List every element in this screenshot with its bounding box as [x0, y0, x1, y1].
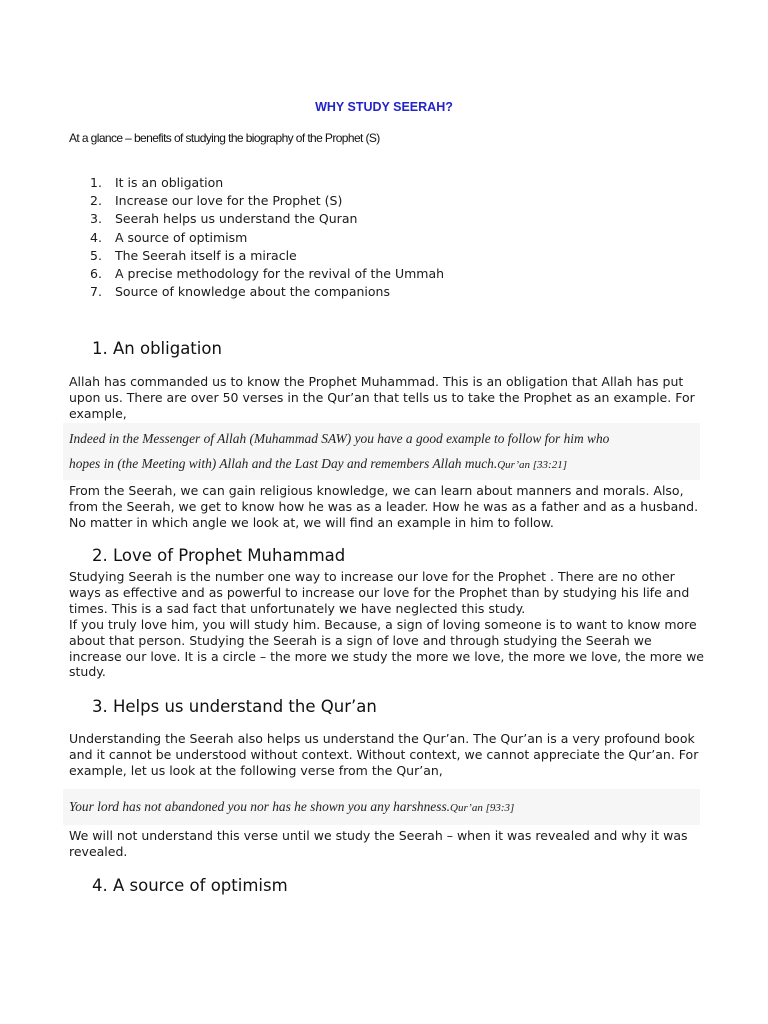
list-number: 5.	[90, 247, 102, 263]
quran-quote-93-3	[63, 789, 700, 825]
list-item	[90, 210, 444, 228]
document-title: WHY STUDY SEERAH?	[315, 100, 453, 114]
list-item	[90, 283, 444, 301]
list-number: 1.	[90, 175, 102, 190]
section-heading-optimism: 4. A source of optimism	[92, 876, 288, 895]
list-number: 7.	[90, 284, 102, 300]
section2-paragraph-2: If you truly love him, you will study him. Because, a sign of loving someone is to want to know more about that person. Studying the Seerah is a sign of love and through studying the Seerah we increase our love. It is a circle – the more we study the more we love, the more we love, the more we study.	[69, 617, 704, 680]
quote-line: Indeed in the Messenger of Allah (Muhammad SAW) you have a good example to follow for him who	[69, 431, 610, 446]
quran-quote-33-21	[63, 423, 700, 480]
list-number: 3.	[90, 211, 102, 227]
list-text: A precise methodology for the revival of the Ummah	[115, 266, 445, 282]
benefits-list	[90, 174, 444, 301]
intro-text: At a glance – benefits of studying the biography of the Prophet (S)	[69, 131, 380, 145]
list-item	[90, 229, 444, 247]
quote-reference: Qur’an [33:21]	[497, 459, 567, 471]
quote-reference: Qur’an [93:3]	[450, 802, 515, 814]
section-heading-love: 2. Love of Prophet Muhammad	[92, 546, 346, 565]
list-text: The Seerah itself is a miracle	[115, 247, 297, 263]
section-heading-quran: 3. Helps us understand the Qur’an	[92, 697, 377, 716]
section2-paragraph-1: Studying Seerah is the number one way to increase our love for the Prophet . There are no other ways as effective and as powerful to increase our love for the Prophet than by studying his life and times. This is a sad fact that unfortunately we have neglected this study.	[69, 569, 690, 616]
list-text: Source of knowledge about the companions	[115, 284, 390, 300]
list-text: It is an obligation	[115, 175, 224, 190]
quote-line	[69, 451, 700, 478]
quote-text: hopes in (the Meeting with) Allah and the Last Day and remembers Allah much.	[69, 456, 498, 471]
section-heading-obligation: 1. An obligation	[92, 339, 222, 358]
quote-text: Your lord has not abandoned you nor has he shown you any harshness.	[69, 799, 451, 814]
list-number: 4.	[90, 229, 102, 245]
section1-paragraph-1: Allah has commanded us to know the Prophet Muhammad. This is an obligation that Allah has put upon us. There are over 50 verses in the Qur’an that tells us to take the Prophet as an example. For example,	[69, 374, 695, 421]
list-text: Increase our love for the Prophet (S)	[115, 193, 343, 209]
list-item	[90, 247, 444, 265]
list-number: 6.	[90, 266, 102, 282]
list-item	[90, 174, 444, 192]
list-text: A source of optimism	[115, 229, 248, 245]
list-text: Seerah helps us understand the Quran	[115, 211, 358, 227]
section3-paragraph-2: We will not understand this verse until we study the Seerah – when it was revealed and why it was revealed.	[69, 828, 688, 859]
list-number: 2.	[90, 193, 102, 209]
section3-paragraph-1: Understanding the Seerah also helps us understand the Qur’an. The Qur’an is a very profound book and it cannot be understood without context. Without context, we cannot appreciate the Qur’an. For example, let us look at the following verse from the Qur’an,	[69, 731, 699, 778]
list-item	[90, 265, 444, 283]
section1-paragraph-2: From the Seerah, we can gain religious knowledge, we can learn about manners and morals. Also, from the Seerah, we get to know how he was as a leader. How he was as a father and as a husband. No matter in which angle we look at, we will find an example in him to follow.	[69, 483, 699, 530]
list-item	[90, 192, 444, 210]
